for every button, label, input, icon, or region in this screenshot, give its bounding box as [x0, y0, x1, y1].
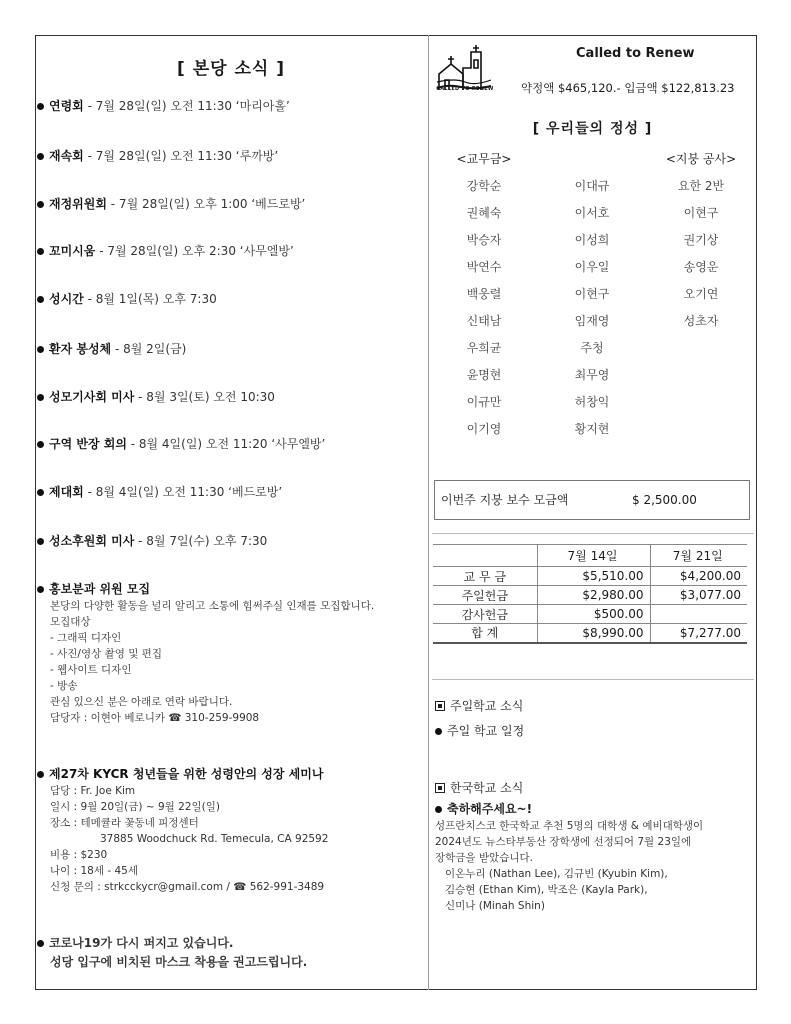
- column-header: <지붕 공사>: [665, 152, 737, 166]
- donor-name: 이서호: [574, 206, 610, 220]
- bullet-icon: [37, 441, 44, 448]
- roof-fund-label: 이번주 지붕 보수 모금액: [441, 493, 569, 507]
- donor-name: 성초자: [683, 314, 719, 328]
- table-cell: 감사헌금: [433, 605, 537, 624]
- bullet-icon: [435, 806, 442, 813]
- event-detail: - 8월 3일(토) 오전 10:30: [134, 390, 275, 404]
- event-detail: - 8월 1일(목) 오후 7:30: [83, 292, 217, 306]
- event-item: [37, 148, 278, 165]
- bullet-icon: [37, 489, 44, 496]
- bullet-icon: [37, 586, 44, 593]
- seminar-title: 제27차 KYCR 청년들을 위한 성령안의 성장 세미나: [49, 767, 324, 781]
- event-detail: - 8월 4일(일) 오전 11:20 ‘사무엘방’: [126, 437, 326, 451]
- recruit-line: 본당의 다양한 활동을 널리 알리고 소통에 힘써주실 인재를 모집합니다.: [50, 600, 375, 612]
- bullet-icon: [435, 728, 442, 735]
- event-detail: - 7월 28일(일) 오전 11:30 ‘루까방’: [83, 149, 279, 163]
- recruit-notice: [37, 581, 374, 726]
- event-name: 성시간: [49, 292, 84, 306]
- dues-donor-column-2: [557, 178, 627, 448]
- scholar-names: 이온누리 (Nathan Lee), 김규빈 (Kyubin Kim),: [445, 868, 668, 880]
- donor-name: 백웅렬: [466, 287, 502, 301]
- parish-news-title: [ 본당 소식 ]: [177, 59, 285, 79]
- table-cell: $5,510.00: [537, 567, 650, 586]
- donor-name: 윤명현: [466, 368, 502, 382]
- table-total-row: [433, 624, 747, 643]
- event-detail: - 7월 28일(일) 오전 11:30 ‘마리아홀’: [83, 99, 290, 113]
- donor-name: 오기연: [683, 287, 719, 301]
- table-cell: [650, 605, 747, 624]
- korean-school-title: 한국학교 소식: [450, 781, 524, 795]
- donor-name: 이성희: [574, 233, 610, 247]
- recruit-line: 모집대상: [50, 616, 91, 628]
- square-bullet-icon: [435, 783, 445, 793]
- bullet-icon: [37, 153, 44, 160]
- logo-caption: CALLED TO RENEW: [436, 86, 494, 92]
- event-name: 성소후원회 미사: [49, 534, 135, 548]
- event-detail: - 8월 2일(금): [111, 342, 187, 356]
- bullet-icon: [37, 940, 44, 947]
- seminar-contact: 신청 문의 : strkcckycr@gmail.com / ☎ 562-991-3489: [50, 881, 325, 893]
- event-item: [37, 484, 282, 501]
- event-name: 제대회: [49, 485, 84, 499]
- roof-fund-amount: $ 2,500.00: [632, 493, 697, 507]
- event-item: [37, 98, 290, 115]
- table-header-cell: 7월 14일: [537, 545, 650, 567]
- sunday-school-item: 주일 학교 일정: [447, 724, 525, 738]
- column-divider: [428, 35, 429, 990]
- korean-school-line: 2024년도 뉴스타부동산 장학생에 선정되어 7월 23일에: [435, 836, 692, 848]
- covid-line: 코로나19가 다시 퍼지고 있습니다.: [49, 936, 234, 950]
- offerings-title: [ 우리들의 정성 ]: [532, 121, 653, 137]
- donor-name: 박승자: [466, 233, 502, 247]
- table-cell: 주일헌금: [433, 586, 537, 605]
- table-row: [433, 567, 747, 586]
- event-detail: - 7월 28일(일) 오후 1:00 ‘베드로방’: [106, 197, 306, 211]
- donor-name: 이현구: [574, 287, 610, 301]
- event-item: [37, 533, 267, 550]
- seminar-line: 나이 : 18세 - 45세: [50, 865, 138, 877]
- korean-school-section: [435, 780, 703, 914]
- event-detail: - 8월 4일(일) 오전 11:30 ‘베드로방’: [83, 485, 283, 499]
- table-row: [433, 586, 747, 605]
- event-name: 재정위원회: [49, 197, 107, 211]
- table-header-cell: [433, 545, 537, 567]
- scholar-names: 신미나 (Minah Shin): [445, 900, 545, 912]
- seminar-notice: [37, 766, 328, 895]
- event-name: 재속회: [49, 149, 84, 163]
- sunday-school-section: [435, 698, 524, 740]
- donor-name: 허창익: [574, 395, 610, 409]
- covid-line: 성당 입구에 비치된 마스크 착용을 권고드립니다.: [50, 955, 308, 969]
- bullet-icon: [37, 346, 44, 353]
- bullet-icon: [37, 538, 44, 545]
- table-cell: $7,277.00: [650, 624, 747, 643]
- donor-name: 이규만: [466, 395, 502, 409]
- recruit-line: - 그래픽 디자인: [50, 632, 122, 644]
- table-header-cell: 7월 21일: [650, 545, 747, 567]
- seminar-line: 장소 : 테메큘라 꽃동네 피정센터: [50, 817, 199, 829]
- bullet-icon: [37, 771, 44, 778]
- dues-donor-column: [449, 151, 519, 448]
- recruit-line: - 방송: [50, 680, 78, 692]
- event-detail: - 8월 7일(수) 오후 7:30: [134, 534, 268, 548]
- event-item: [37, 243, 294, 260]
- roof-donor-column: [661, 151, 741, 340]
- donor-name: 우희균: [466, 341, 502, 355]
- section-rule: [432, 533, 754, 534]
- donor-name: 황지현: [574, 422, 610, 436]
- donor-name: 강학순: [466, 179, 502, 193]
- event-item: [37, 341, 186, 358]
- seminar-line: 일시 : 9월 20일(금) ~ 9월 22일(일): [50, 801, 220, 813]
- donor-name: 임재영: [574, 314, 610, 328]
- table-header-row: [433, 545, 747, 567]
- event-detail: - 7월 28일(일) 오후 2:30 ‘사무엘방’: [95, 244, 294, 258]
- donor-name: 요한 2반: [677, 179, 725, 193]
- event-name: 꼬미시움: [49, 244, 96, 258]
- recruit-title: 홍보분과 위원 모집: [49, 582, 151, 596]
- korean-school-item: 축하해주세요~!: [447, 802, 533, 816]
- recruit-line: - 웹사이트 디자인: [50, 664, 132, 676]
- recruit-contact: 담당자 : 이현아 베로니카 ☎ 310-259-9908: [50, 712, 260, 724]
- event-name: 환자 봉성체: [49, 342, 112, 356]
- event-item: [37, 291, 217, 308]
- donor-name: 이우일: [574, 260, 610, 274]
- column-header: <교무금>: [456, 152, 512, 166]
- section-rule: [432, 679, 754, 680]
- seminar-line: 비용 : $230: [50, 849, 108, 861]
- scholar-names: 김승현 (Ethan Kim), 박조은 (Kayla Park),: [445, 884, 648, 896]
- event-item: [37, 389, 275, 406]
- donor-name: 이대규: [574, 179, 610, 193]
- table-cell: $2,980.00: [537, 586, 650, 605]
- table-cell: 교 무 금: [433, 567, 537, 586]
- donor-name: 주청: [580, 341, 604, 355]
- bullet-icon: [37, 201, 44, 208]
- recruit-line: 관심 있으신 분은 아래로 연락 바랍니다.: [50, 696, 233, 708]
- table-cell: $3,077.00: [650, 586, 747, 605]
- donor-name: 최무영: [574, 368, 610, 382]
- event-item: [37, 436, 325, 453]
- bullet-icon: [37, 394, 44, 401]
- table-cell: $500.00: [537, 605, 650, 624]
- table-cell: 합 계: [433, 624, 537, 643]
- donor-name: 권혜숙: [466, 206, 502, 220]
- bullet-icon: [37, 103, 44, 110]
- table-row: [433, 605, 747, 624]
- donor-name: 이기영: [466, 422, 502, 436]
- sunday-school-title: 주일학교 소식: [450, 699, 524, 713]
- square-bullet-icon: [435, 701, 445, 711]
- event-name: 성모기사회 미사: [49, 390, 135, 404]
- donor-name: 신태남: [466, 314, 502, 328]
- covid-notice: [37, 934, 307, 972]
- korean-school-line: 장학금을 받았습니다.: [435, 852, 533, 864]
- bullet-icon: [37, 248, 44, 255]
- donor-name: 박연수: [466, 260, 502, 274]
- donor-name: 권기상: [683, 233, 719, 247]
- campaign-title: Called to Renew: [576, 46, 695, 61]
- seminar-line: 담당 : Fr. Joe Kim: [50, 785, 136, 797]
- table-cell: $4,200.00: [650, 567, 747, 586]
- event-name: 연령회: [49, 99, 84, 113]
- pledge-amounts: 약정액 $465,120.- 입금액 $122,813.23: [521, 81, 735, 95]
- seminar-address: 37885 Woodchuck Rd. Temecula, CA 92592: [100, 833, 329, 845]
- recruit-line: - 사진/영상 촬영 및 편집: [50, 648, 162, 660]
- korean-school-line: 성프란치스코 한국학교 추천 5명의 대학생 & 예비대학생이: [435, 820, 704, 832]
- donor-name: 이현구: [683, 206, 719, 220]
- offering-table: [433, 544, 747, 644]
- event-name: 구역 반장 회의: [49, 437, 127, 451]
- donor-name: 송영운: [683, 260, 719, 274]
- roof-fund-box: [434, 480, 750, 520]
- event-item: [37, 196, 305, 213]
- bullet-icon: [37, 296, 44, 303]
- table-cell: $8,990.00: [537, 624, 650, 643]
